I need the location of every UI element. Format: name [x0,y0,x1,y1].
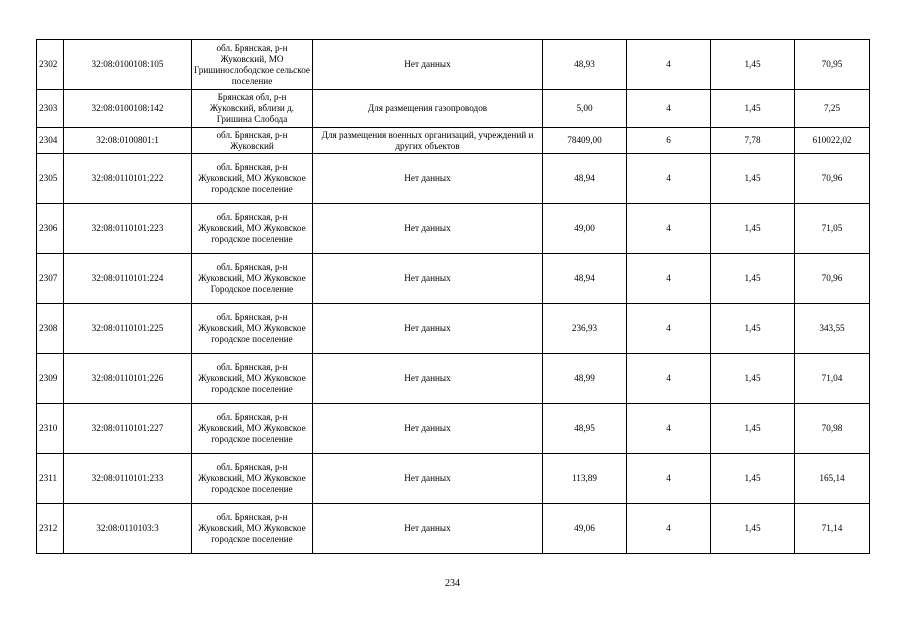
row-number: 2307 [37,254,64,304]
row-number: 2308 [37,304,64,354]
cadastral-number: 32:08:0110101:226 [64,354,192,404]
cadastral-value: 70,98 [795,404,870,454]
cadastral-number: 32:08:0110101:225 [64,304,192,354]
cadastral-value: 70,96 [795,154,870,204]
group-code: 4 [627,90,711,128]
table-row [37,504,870,554]
group-code: 4 [627,154,711,204]
permitted-use: Для размещения военных организаций, учреждений и других объектов [313,128,543,154]
permitted-use: Нет данных [313,504,543,554]
cadastral-value: 70,96 [795,254,870,304]
row-number: 2311 [37,454,64,504]
rate: 1,45 [711,404,795,454]
group-code: 6 [627,128,711,154]
rate: 1,45 [711,454,795,504]
rate: 1,45 [711,40,795,90]
permitted-use: Нет данных [313,254,543,304]
group-code: 4 [627,254,711,304]
cadastral-number: 32:08:0100801:1 [64,128,192,154]
cadastral-value: 71,04 [795,354,870,404]
table-row [37,254,870,304]
group-code: 4 [627,204,711,254]
table-row [37,90,870,128]
permitted-use: Для размещения газопроводов [313,90,543,128]
table-row [37,128,870,154]
group-code: 4 [627,40,711,90]
cadastral-number: 32:08:0110101:223 [64,204,192,254]
cadastral-number: 32:08:0110101:233 [64,454,192,504]
rate: 1,45 [711,304,795,354]
area: 236,93 [543,304,627,354]
table-row [37,154,870,204]
cadastral-value: 71,05 [795,204,870,254]
row-number: 2309 [37,354,64,404]
row-number: 2305 [37,154,64,204]
group-code: 4 [627,504,711,554]
address: Брянская обл, р-н Жуковский, вблизи д. Гришина Слобода [192,90,313,128]
cadastral-number: 32:08:0110101:222 [64,154,192,204]
address: обл. Брянская, р-н Жуковский, МО Жуковское городское поселение [192,304,313,354]
table-row [37,454,870,504]
area: 78409,00 [543,128,627,154]
group-code: 4 [627,404,711,454]
rate: 1,45 [711,204,795,254]
rate: 1,45 [711,90,795,128]
cadastral-table [36,39,870,554]
permitted-use: Нет данных [313,40,543,90]
cadastral-value: 71,14 [795,504,870,554]
permitted-use: Нет данных [313,204,543,254]
area: 5,00 [543,90,627,128]
area: 48,94 [543,254,627,304]
cadastral-value: 7,25 [795,90,870,128]
cadastral-number: 32:08:0110101:224 [64,254,192,304]
area: 48,99 [543,354,627,404]
table-row [37,304,870,354]
row-number: 2302 [37,40,64,90]
table-body [37,40,870,554]
row-number: 2304 [37,128,64,154]
area: 113,89 [543,454,627,504]
row-number: 2310 [37,404,64,454]
address: обл. Брянская, р-н Жуковский [192,128,313,154]
address: обл. Брянская, р-н Жуковский, МО Жуковское городское поселение [192,454,313,504]
cadastral-number: 32:08:0110101:227 [64,404,192,454]
rate: 1,45 [711,254,795,304]
cadastral-value: 165,14 [795,454,870,504]
table-row [37,204,870,254]
group-code: 4 [627,304,711,354]
address: обл. Брянская, р-н Жуковский, МО Жуковское Городское поселение [192,254,313,304]
group-code: 4 [627,454,711,504]
row-number: 2306 [37,204,64,254]
area: 48,95 [543,404,627,454]
row-number: 2303 [37,90,64,128]
rate: 1,45 [711,154,795,204]
area: 48,93 [543,40,627,90]
area: 49,06 [543,504,627,554]
cadastral-value: 70,95 [795,40,870,90]
rate: 1,45 [711,504,795,554]
address: обл. Брянская, р-н Жуковский, МО Жуковское городское поселение [192,404,313,454]
address: обл. Брянская, р-н Жуковский, МО Жуковское городское поселение [192,504,313,554]
permitted-use: Нет данных [313,154,543,204]
table-row [37,404,870,454]
cadastral-value: 610022,02 [795,128,870,154]
permitted-use: Нет данных [313,404,543,454]
permitted-use: Нет данных [313,354,543,404]
permitted-use: Нет данных [313,304,543,354]
cadastral-number: 32:08:0100108:105 [64,40,192,90]
address: обл. Брянская, р-н Жуковский, МО Жуковское городское поселение [192,154,313,204]
page-number: 234 [445,578,460,589]
address: обл. Брянская, р-н Жуковский, МО Жуковское городское поселение [192,204,313,254]
permitted-use: Нет данных [313,454,543,504]
rate: 7,78 [711,128,795,154]
row-number: 2312 [37,504,64,554]
table-row [37,354,870,404]
cadastral-value: 343,55 [795,304,870,354]
area: 49,00 [543,204,627,254]
address: обл. Брянская, р-н Жуковский, МО Жуковское городское поселение [192,354,313,404]
address: обл. Брянская, р-н Жуковский, МО Гришинослободское сельское поселение [192,40,313,90]
cadastral-number: 32:08:0110103:3 [64,504,192,554]
table-row [37,40,870,90]
cadastral-number: 32:08:0100108:142 [64,90,192,128]
rate: 1,45 [711,354,795,404]
group-code: 4 [627,354,711,404]
area: 48,94 [543,154,627,204]
